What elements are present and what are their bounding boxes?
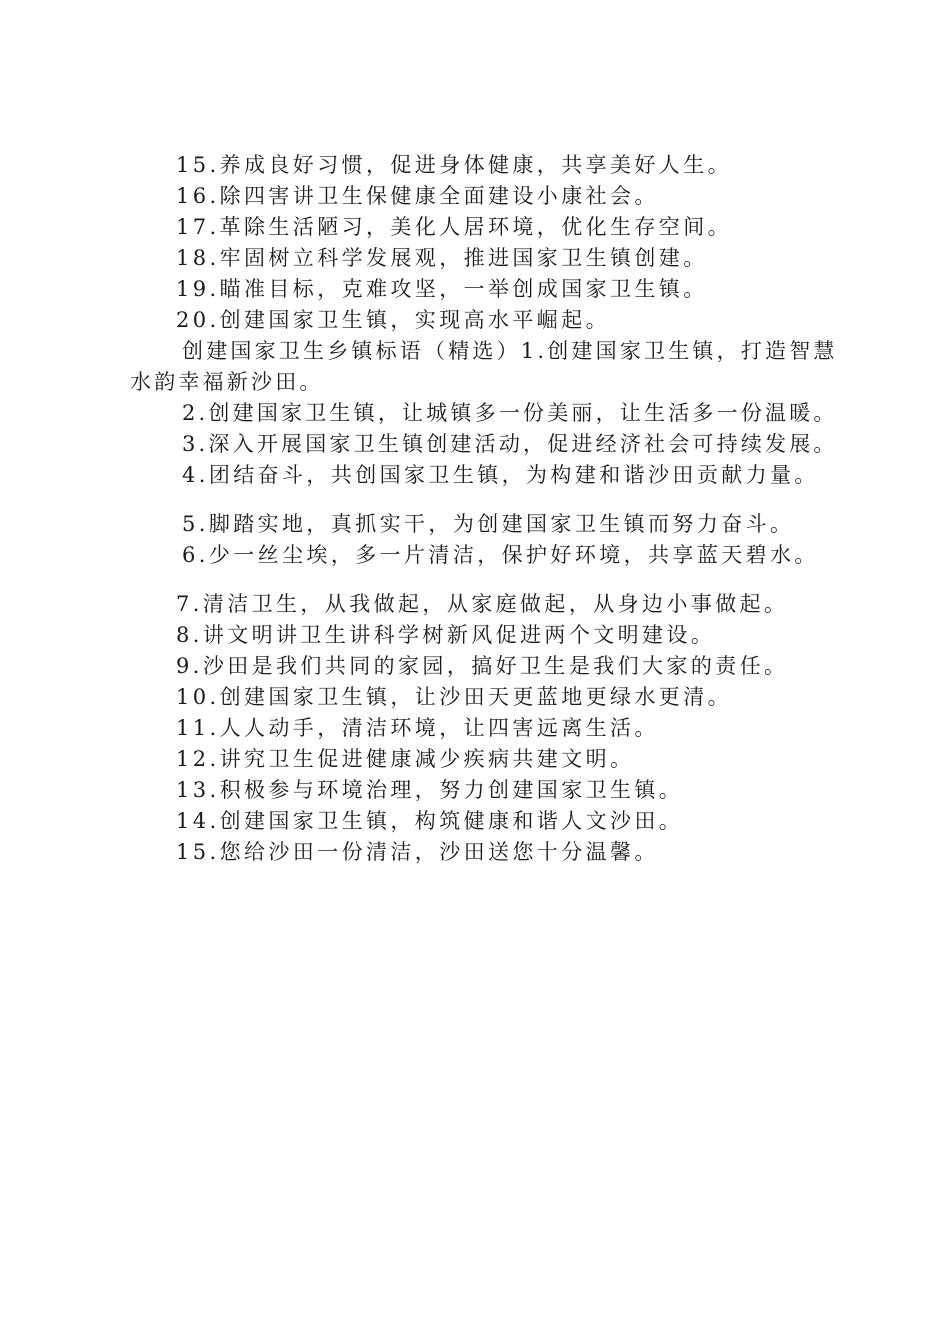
slogan-line: 11.人人动手，清洁环境，让四害远离生活。 bbox=[176, 716, 659, 740]
blank-line bbox=[130, 491, 840, 509]
slogan-line: 17.革除生活陋习，美化人居环境，优化生存空间。 bbox=[176, 215, 732, 239]
section-heading-paragraph: 创建国家卫生乡镇标语（精选）1.创建国家卫生镇，打造智慧水韵幸福新沙田。 bbox=[130, 339, 838, 394]
slogan-line: 18.牢固树立科学发展观，推进国家卫生镇创建。 bbox=[176, 246, 708, 270]
slogan-line: 12.讲究卫生促进健康减少疾病共建文明。 bbox=[176, 747, 635, 771]
slogan-line: 19.瞄准目标，克难攻坚，一举创成国家卫生镇。 bbox=[176, 277, 708, 301]
slogan-line: 16.除四害讲卫生保健康全面建设小康社会。 bbox=[176, 184, 659, 208]
slogan-line: 4.团结奋斗，共创国家卫生镇，为构建和谐沙田贡献力量。 bbox=[182, 463, 819, 487]
document-body bbox=[130, 150, 840, 868]
slogan-line: 10.创建国家卫生镇，让沙田天更蓝地更绿水更清。 bbox=[176, 685, 732, 709]
slogan-line: 5.脚踏实地，真抓实干，为创建国家卫生镇而努力奋斗。 bbox=[182, 512, 795, 536]
slogan-line: 8.讲文明讲卫生讲科学树新风促进两个文明建设。 bbox=[176, 623, 716, 647]
slogan-line: 15.您给沙田一份清洁，沙田送您十分温馨。 bbox=[176, 840, 659, 864]
slogan-line: 20.创建国家卫生镇，实现高水平崛起。 bbox=[176, 308, 610, 332]
blank-line bbox=[130, 571, 840, 589]
slogan-line: 15.养成良好习惯，促进身体健康，共享美好人生。 bbox=[176, 153, 732, 177]
slogan-line: 3.深入开展国家卫生镇创建活动，促进经济社会可持续发展。 bbox=[182, 432, 838, 456]
slogan-line: 7.清洁卫生，从我做起，从家庭做起，从身边小事做起。 bbox=[176, 592, 789, 616]
slogan-line: 2.创建国家卫生镇，让城镇多一份美丽，让生活多一份温暖。 bbox=[182, 401, 838, 425]
slogan-line: 9.沙田是我们共同的家园，搞好卫生是我们大家的责任。 bbox=[176, 654, 789, 678]
slogan-line: 13.积极参与环境治理，努力创建国家卫生镇。 bbox=[176, 778, 684, 802]
slogan-line: 6.少一丝尘埃，多一片清洁，保护好环境，共享蓝天碧水。 bbox=[182, 543, 819, 567]
slogan-line: 14.创建国家卫生镇，构筑健康和谐人文沙田。 bbox=[176, 809, 684, 833]
